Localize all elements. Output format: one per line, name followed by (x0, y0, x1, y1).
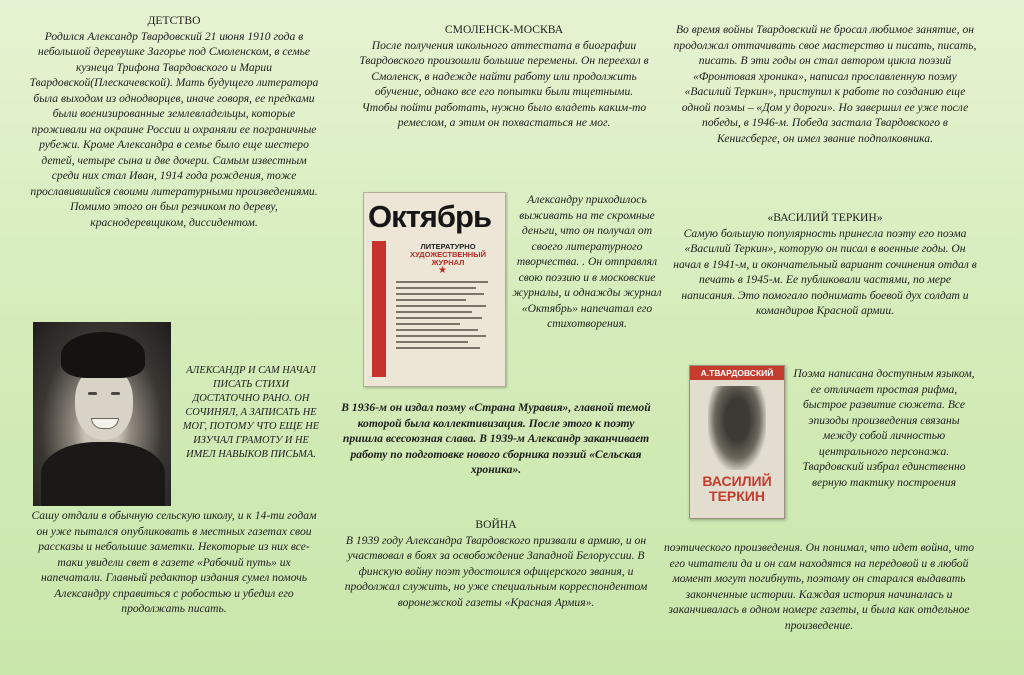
smolensk-section (358, 22, 650, 131)
soldier-illustration (708, 386, 766, 470)
childhood-section (28, 13, 320, 230)
terkin-style-end-text: поэтического произведения. Он понимал, что идет война, что его читатели да и он сам находятся на передовой и в любой момент могут погибнуть, поэтому он старался выдавать законченные истории. Каждая история начиналась и заканчивалась в одном номере газеты, и была как отдельное произведение. (663, 541, 975, 632)
poet-photo (33, 322, 171, 506)
childhood-heading: ДЕТСТВО (147, 14, 201, 27)
strana-muravia-text: В 1936-м он издал поэму «Страна Муравия», главной темой которой была коллективизация. После этого к поэту пришла всесоюзная слава. В 1939-м Александр заканчивает работу по подготовке нового сборника поэзий «Сельская хроника». (341, 401, 651, 476)
war-section (340, 517, 652, 610)
earning-text: Александру приходилось выживать на те скромные деньги, что он получал от своего литературного творчества. . Он отправлял свою поэзию и в московские журналы, и однажды журнал «Октябрь» напечатал его стихотворения. (512, 193, 662, 330)
magazine-title: Октябрь (368, 199, 492, 234)
book-author: А.ТВАРДОВСКИЙ (690, 366, 784, 380)
terkin-style-text: Поэма написана доступным языком, ее отличает простая рифма, быстрое развитие сюжета. Все эпизоды произведения связаны между собой личностью центрального персонажа. Твардовский избрал единственно верную тактику построения (793, 367, 975, 489)
war-heading: ВОЙНА (475, 518, 517, 531)
early-poems-note: АЛЕКСАНДР И САМ НАЧАЛ ПИСАТЬ СТИХИ ДОСТАТОЧНО РАНО. ОН СОЧИНЯЛ, А ЗАПИСАТЬ НЕ МОГ, ПОТОМУ ЧТО ЕЩЕ НЕ ИЗУЧАЛ ГРАМОТУ И НЕ ИМЕЛ НАВЫКОВ ПИСЬМА. (182, 365, 320, 460)
smolensk-heading: СМОЛЕНСК-МОСКВА (444, 23, 564, 36)
childhood-text: Родился Александр Твардовский 21 июня 1910 года в небольшой деревушке Загорье под Смоленском, в семье кузнеца Трифона Твардовского и Марии Твардовской(Плескачевской). Мать будущего литератора была выходом из однодворцев, иначе говоря, ее предками были военизированные землевладельцы, которые проживали на окраине России и охраняли ее пограничные рубежи. Кроме Александра в семье было еще шестеро детей, четыре сына и две дочери. Самым известным среди них стал Иван, 1914 года рождения, тоже прославившийся своими литературными произведениями. Помимо этого он был резчиком по дереву, краснодеревщиком, диссидентом. (29, 29, 319, 229)
vasily-terkin-book-cover (689, 365, 785, 519)
school-text: Сашу отдали в обычную сельскую школу, и к 14-ти годам он уже пытался опубликовать в местных газетах свои рассказы и небольшие заметки. Некоторые из них все-таки увидели свет в газете «Рабочий путь» их напечатали. Главный редактор издания сумел помочь Александру справиться с робостью и убедил его продолжать писать. (31, 509, 317, 615)
book-title: ВАСИЛИЙ ТЕРКИН (702, 473, 772, 504)
terkin-heading: «ВАСИЛИЙ ТЕРКИН» (767, 211, 883, 224)
magazine-contents (396, 281, 496, 353)
war-text: В 1939 году Александра Твардовского призвали в армию, и он участвовал в боях за освобождение Западной Белоруссии. В финскую войну поэт удостоился офицерского звания, и продолжал служить, но уже специальным корреспондентом воронежской газеты «Красная Армия». (344, 533, 648, 609)
oktyabr-magazine-cover (363, 192, 506, 387)
star-icon: ★ (438, 265, 447, 276)
war-continued-text: Во время войны Твардовский не бросал любимое занятие, он продолжал оттачивать свое мастерство и писать, писать, писать. В эти годы он стал автором цикла поэзий «Фронтовая хроника», написал прославленную поэму «Василий Теркин», приступил к работе по созданию еще одной поэмы – «Дом у дороги». Но завершил ее уже после победы, в 1946-м. Победа застала Твардовского в Кенигсберге, он имел звание подполковника. (673, 23, 977, 145)
terkin-section (672, 210, 978, 319)
smolensk-text: После получения школьного аттестата в биографии Твардовского произошли большие перемены. Он переехал в Смоленск, в надежде найти работу или продолжить обучение, однако все его попытки были тщетными. Чтобы пойти работать, нужно было владеть каким-то ремеслом, а этим он похвастаться не мог. (359, 38, 649, 129)
terkin-text: Самую большую популярность принесла поэту его поэма «Василий Теркин», которую он писал в военные годы. Он начал в 1941-м, и окончательный вариант сочинения отдал в печать в 1945-м. Ее публиковали частями, по мере написания. Это помогало поднимать боевой дух солдат и командиров Красной армии. (673, 226, 977, 317)
magazine-subtitle: ЛИТЕРАТУРНО ХУДОЖЕСТВЕННЫЙ ЖУРНАЛ (410, 242, 486, 267)
